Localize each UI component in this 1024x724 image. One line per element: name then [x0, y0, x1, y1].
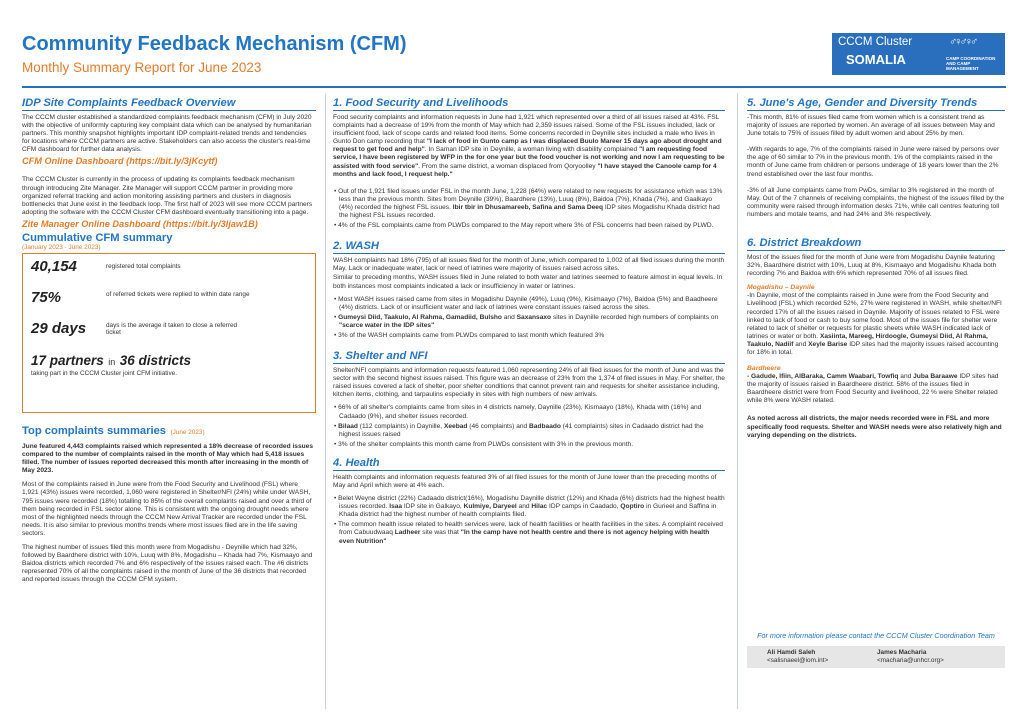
- column-divider: [325, 93, 326, 709]
- stat-districts-value: 36 districts: [119, 352, 192, 368]
- bullet-text: 3% of the shelter complaints this month came from PLWDs consistent with 3% in the previous month.: [338, 440, 634, 448]
- health-heading: 4. Health: [333, 457, 725, 471]
- bullet-text: The common health issue related to health services were, lack of health facilities or health facilities in the sites. A complaint received from Cabuudwaaq: [338, 521, 723, 537]
- bullet-text: (112 complaints) in Daynille,: [359, 422, 443, 430]
- page-title: Community Feedback Mechanism (CFM): [22, 33, 407, 55]
- middle-column: [333, 93, 725, 548]
- contact-bar: [747, 646, 1005, 668]
- health-bullet: • Belet Weyne district (22%) Cadaado district(16%), Mogadishu Daynille district (12%) and Khada (6%) districts had the highest health issues recorded. Isaa IDP site in Galkayo, Kulmiye, Daryeel and Hilac IDP camps in Caadado, Qoptiro in Gurieel and Saffina in Khada district had the highest number of health complaints filed.: [334, 495, 725, 519]
- district-heading: 6. District Breakdown: [747, 237, 1005, 251]
- contact-name: James Macharia: [877, 649, 927, 656]
- left-column: [22, 93, 316, 589]
- bullet-text: in Gurieel and Saffina in Khada district had the highest number of health complaints filed.: [339, 503, 717, 519]
- cccm-logo: [832, 33, 1005, 75]
- contact-james: [877, 649, 944, 664]
- stat-value: 40,154: [31, 257, 77, 275]
- shelter-bullet: • 66% of all shelter's complaints came from sites in 4 districts namely, Daynille (23%), Kismaayo (18%), Khada with (16%) and Cadaado (9%), and shelter issues recorded.: [334, 404, 702, 420]
- bullet-text: Out of the 1,921 filed issues under FSL in the month June, 1,228 (64%) were related to new requests for assistance which was 13% less than the previous month. Sites from Deynille (39%), Baardhere (13%), Luuq (8%), Baidoa (7%), Khada (7%), and Gaalkayo (4%) recorded the highest FSL issues.: [338, 187, 723, 211]
- baar-text: IDP sites had the majority of issues raised in Baardheere district. 58% of the issues filed in Baardheere district were from Food Security and livelihood, 22 % were Shelter related while 8% were WASH related.: [747, 373, 999, 405]
- fsl-paragraph: [333, 114, 725, 179]
- fsl-text: . In Saman IDP site in Deynille, a woman living with disability complained: [424, 146, 638, 154]
- stat-days: [31, 319, 238, 338]
- fsl-quote: "I lack of food in Gunto camp as I was displaced Buulo Mareer 15 days ago about drought and request to get food and help": [333, 138, 722, 154]
- bullet-text: IDP sites Mogadishu Khada district had the highest FSL issues recorded.: [339, 203, 720, 220]
- bullet-bold: Xeebad: [443, 422, 468, 430]
- bullet-text: site was that: [422, 529, 459, 537]
- bullet-text: IDP camps in Caadado,: [549, 503, 619, 511]
- wash-paragraph: Similar to preceding months, WASH issues filed in June related to both water and latrines seemed to feature almost in equal levels. In both instances most complaints indicated a lack or insufficiency in water or latrines.: [333, 274, 723, 290]
- age-gender-heading: 5. June's Age, Gender and Diversity Trends: [747, 97, 1005, 111]
- top-summary-districts: The highest number of issues filed this month were from Mogadishu - Deynille which had 32%, followed by Baardhere district with 10%, Luuq with 8%, Mogadishu – Khada had 7%, Kismaayo and Baidoa districts which recorded 7% and 6% respectively of the issues raised each. The #6 districts represented 70% of all the complaints raised in the month of June of the 36 districts that recorded and reported issues through the CCCM CFM system.: [22, 543, 313, 584]
- logo-org-name: CCCM Cluster: [838, 36, 913, 48]
- baar-text: and: [900, 373, 912, 381]
- fsl-bullet: • 4% of the FSL complaints came from PLWDs compared to the May report where 3% of FSL concerns had been raised by PLWD.: [334, 222, 714, 230]
- stat-desc: of referred tickets were replied to within date range: [106, 290, 250, 298]
- bullet-text: (41 complaints) sites in Cadaado district had the highest issues raised: [339, 422, 704, 438]
- bullet-text: IDP site in Galkayo,: [403, 503, 462, 511]
- contact-section: [747, 631, 1005, 668]
- bullet-text: and: [503, 313, 515, 321]
- fsl-text: . From the same district, a woman displaced from Qoryoolley: [418, 162, 596, 170]
- overview-heading: IDP Site Complaints Feedback Overview: [22, 97, 316, 111]
- wash-bullet: • Gumeysi Diid, Taakulo, Al Rahma, Gamadiid, Bulsho and Saxansaxo sites in Daynille recorded high numbers of complaints on "scarce water in the IDP sites": [334, 313, 719, 329]
- people-icon: ♂♀♂♀♂: [949, 36, 976, 48]
- mogadishu-paragraph: [747, 292, 1005, 357]
- bullet-bold: Hilac: [531, 503, 548, 511]
- bullet-text: 4% of the FSL complaints came from PLWDs compared to the May report where 3% of FSL concerns had been raised by PLWD.: [338, 222, 714, 230]
- bullet-text: sites in Daynille recorded high numbers of complaints on: [552, 313, 719, 321]
- mog-text: and: [795, 340, 807, 348]
- top-summary-bold: June featured 4,443 complaints raised which represented a 18% decrease of recorded issues compared to the number of complaints raised in the month of May which had 5,418 issues filled. The number of issues reported decreased this month after increasing in the month of May 2023.: [22, 442, 313, 475]
- cumulative-stats-box: [22, 253, 316, 413]
- shelter-paragraph: Shelter/NFI complaints and information requests featured 1,060 representing 24% of all filed issues for the month of June and was the sector with the second highest issues raised. This figure was an decrease of 23% from the 1,374 of filed issues in May. For shelter, the raised issues covered a lack of shelter, poor shelter conditions that cannot prevent rain and requests for shelter assistance including, kitchen items, clothing, and tarpaulins especially in sites with high numbers of new arrivals.: [333, 367, 725, 399]
- bullet-text: and: [518, 503, 530, 511]
- logo-subtitle: CAMP COORDINATION AND CAMP MANAGEMENT: [946, 56, 996, 71]
- wash-paragraph: WASH complaints had 18% (795) of all issues filed for the month of June, which compared to 1,002 of all filed issues during the month May. Lack or inadequate water, lack or need of latrines were majority of issues raised across sites.: [333, 257, 725, 273]
- mog-text: -In Daynile, most of the complaints raised in June were from the Food Security and Livelihood (FSL) which recorded 52%, 27% were registered in WASH, while shelter/NFI recorded 17% of all the issues raised in Daynile. Majority of issues related to FSL were linked to lack of food or cash to buy some food. Most of the issues file for shelter were related to lack of shelter or requests for plastic sheets while WASH indicated lack of latrines or water or both.: [747, 292, 1002, 340]
- bullet-bold: Saxansaxo: [516, 313, 552, 321]
- stat-in: in: [108, 356, 116, 367]
- bullet-text: Belet Weyne district (22%) Cadaado district(16%), Mogadishu Daynille district (12%) and Khada (6%) districts had the highest health issues recorded.: [338, 495, 725, 511]
- age-paragraph: -3% of all June complaints came from PwDs, similar to 3% registered in the month of May. Out of the 7 channels of receiving complaints, the highest of the issues filled by the community were raised through information desks 71%, while call centres featuring toll numbers and motale teams, and had 24% and 3% respectively.: [747, 186, 1005, 218]
- bullet-text: Most WASH issues raised came from sites in Mogadishu Daynile (49%), Luuq (9%), Kisimaayo (7%), Baidoa (5%) and Baadheere (4%) districts. Lack of or insufficient water and lack of latrines were constant issues raised across the sites.: [338, 295, 718, 311]
- cumulative-range: (January 2023 - June 2023): [22, 243, 101, 251]
- stat-total-complaints: [31, 257, 181, 276]
- fsl-bullet: • Out of the 1,921 filed issues under FSL in the month June, 1,228 (64%) were related to new requests for assistance which was 13% less than the previous month. Sites from Deynille (39%), Baardhere (13%), Luuq (8%), Baidoa (7%), Khada (7%), and Gaalkayo (4%) recorded the highest FSL issues. Ibir tbir in Dhusamareeb, Safina and Sama Deeq IDP sites Mogadishu Khada district had the highest FSL issues recorded.: [334, 187, 723, 220]
- stat-partners: [31, 352, 301, 377]
- contact-email[interactable]: <salisnaeel@iom.int>: [767, 656, 829, 664]
- bullet-bold: Ladheer: [394, 529, 421, 537]
- stat-value: 29 days: [31, 319, 87, 337]
- page-subtitle: Monthly Summary Report for June 2023: [22, 60, 262, 75]
- fsl-heading: 1. Food Security and Livelihoods: [333, 97, 725, 111]
- bullet-bold: Kulmiye, Daryeel: [463, 503, 517, 511]
- fsl-quote: "I am requesting food service, I have been registered by WFP in the for one year but the food voucher is not working and now I am requesting to be assisted with food service": [333, 146, 725, 170]
- overview-paragraph: The CCCM cluster established a standardized complaints feedback mechanism (CFM) in July 2020 with the objective of uniformly capturing key complaint data which can be analysed by humanitarian partners. This monthly snapshot highlights important IDP complaint-related trends and tendencies for locations where CCCM partners are active. Stakeholders can also access the cluster's real-time CFM dashboard for further data analysis.: [22, 114, 312, 154]
- wash-heading: 2. WASH: [333, 240, 725, 254]
- age-paragraph: -With regards to age, 7% of the complaints raised in June were raised by persons over the age of 60 similar to 7% in the previous month. 1% of the complaints raised in the month of June came from children or persons underage of 18 years lower than the 2% trend established over the last four months.: [747, 146, 1000, 178]
- bullet-text: (46 complaints) and: [469, 422, 528, 430]
- top-complaints-heading: Top complaints summaries: [22, 424, 167, 437]
- contact-name: Ali Hamdi Saleh: [767, 649, 816, 656]
- fsl-quote: "I have stayed the Canoole camp for 4 months and lack food, I request help.": [333, 162, 717, 178]
- stat-partners-value: 17 partners: [31, 352, 104, 368]
- stat-value: 75%: [31, 288, 62, 306]
- header-divider: [22, 86, 1006, 88]
- contact-email[interactable]: <macharia@unhcr.org>: [877, 656, 944, 664]
- health-paragraph: Health complaints and information requests featured 3% of all filed issues for the month of June lower than the preceding months of May and April which were at 4% each.: [333, 473, 717, 489]
- conclusion-paragraph: As noted across all districts, the major needs recorded were in FSL and more specifically food requests. Shelter and WASH needs were also relatively high and varying depending on the districts.: [747, 415, 1002, 439]
- health-bullet: • The common health issue related to health services were, lack of health facilities or health facilities in the sites. A complaint received from Cabuudwaaq Ladheer site was that "In the camp have not health centre and there is not agency helping with health even Nutrition": [334, 521, 723, 545]
- bullet-bold: Isaa: [389, 503, 403, 511]
- cfm-dashboard-link[interactable]: CFM Online Dashboard (https://bit.ly/3jKcytf): [22, 156, 218, 167]
- bullet-bold: Badbaado: [529, 422, 561, 430]
- right-column: [747, 93, 1005, 445]
- shelter-bullet: • Bilaad (112 complaints) in Daynille, Xeebad (46 complaints) and Badbaado (41 complaints) sites in Cadaado district had the highest issues raised: [334, 422, 704, 438]
- fsl-text: Food security complaints and information requests in June had 1,921 which represented over a third of all issues raised at 43%. FSL complaints had a decrease of 19% from the month of May which had 2,359 issues raised. Some of the FSL issues included, lack or insufficient food, lack of scope cards and related food items. Some concerns recorded in Deynille sites included a male who lives in Gunto Don camp recording that: [333, 114, 720, 146]
- contact-note: For more information please contact the CCCM Cluster Coordination Team: [757, 631, 995, 640]
- mog-bold: Xasiinta, Mareeg, Hirdoogle, Gumeysi Diid, Al Rahma, Taakulo, Nadiif: [747, 332, 988, 348]
- stat-partners-desc: taking part in the CCCM Cluster joint CFM initiative.: [31, 369, 177, 377]
- contact-ali: [767, 649, 828, 664]
- cumulative-heading: Cummulative CFM summary: [22, 231, 173, 244]
- bullet-bold: Ibir tbir in Dhusamareeb, Safina and Sama Deeq: [452, 203, 603, 211]
- mog-bold: Xeyle Barise: [808, 340, 848, 348]
- zite-dashboard-link[interactable]: Zite Manager Online Dashboard (https://bit.ly/3Ijaw1B): [22, 218, 258, 229]
- wash-bullet: • Most WASH issues raised came from sites in Mogadishu Daynile (49%), Luuq (9%), Kisimaayo (7%), Baidoa (5%) and Baadheere (4%) districts. Lack of or insufficient water and lack of latrines were constant issues raised across the sites.: [334, 295, 718, 311]
- bullet-bold: Gumeysi Diid, Taakulo, Al Rahma, Gamadiid, Bulsho: [338, 313, 502, 321]
- baar-bold: Juba Baraawe: [913, 373, 958, 381]
- age-paragraph: -This month, 81% of issues filed came from women which is a consistent trend as majority of issues are reported by women. An average of all issues between May and June totals to 75% of issues filled by adult women and about 25% by men.: [747, 114, 995, 138]
- bullet-bold: Qoptiro: [620, 503, 645, 511]
- logo-country: SOMALIA: [846, 52, 906, 67]
- bullet-bold: "scarce water in the IDP sites": [339, 321, 435, 329]
- stat-replied: [31, 288, 250, 307]
- shelter-heading: 3. Shelter and NFI: [333, 350, 725, 364]
- shelter-bullet: • 3% of the shelter complaints this month came from PLWDs consistent with 3% in the previous month.: [334, 440, 634, 448]
- district-paragraph: Most of the issues filed for the month of June were from Mogadishu Daynile featuring 32%, Baardhere district with 10%, Luuq at 8%, Kismaayo and Mogadishu Khada both recording 7% and Baidoa with 6% which represented 70% of all issues filed.: [747, 254, 997, 278]
- top-summary-paragraph: Most of the complaints raised in June were from the Food Security and Livelihood (FSL) where 1,921 (43%) issues were recorded, 1,060 were registered in Shelter/NFI (24%) while under WASH, 795 issues were recorded (18%) totalling to 85% of the overall complaints raised and over a third of them being recorded in FSL sector alone. This is consistent with the ongoing drought needs where most of the highlighted needs through the CCCM New Arrival Tracker are recorded under the FSL needs. It is also similar to previous months trends where most issues filed are in the life saving sectors.: [22, 481, 312, 537]
- mog-text: IDP sites had the majority issues raised accounting for 18% in total.: [747, 340, 999, 356]
- bullet-text: 66% of all shelter's complaints came from sites in 4 districts namely, Daynille (23%), Kismaayo (18%), Khada with (16%) and Cadaado (9%), and shelter issues recorded.: [338, 404, 702, 420]
- baar-bold: - Gadude, Ifiin, AlBaraka, Camm Waabari, Towfiq: [747, 373, 899, 381]
- bullet-bold: "In the camp have not health centre and there is not agency helping with health even Nutrition": [339, 529, 710, 545]
- bardheere-heading: Bardheere: [747, 365, 781, 373]
- wash-bullet: • 3% of the WASH complaints came from PLWDs compared to last month which featured 3%: [334, 331, 605, 339]
- zite-paragraph: The CCCM Cluster is currently in the process of updating its complaints feedback mechanism through introducing Zite Manager. Zite Manager will support CCCM partner in providing more organized referral tracking and action monitoring assisting partners and clusters in diagnosis bottlenecks that June exist in the feedback loop. The first half of 2023 will see more CCCM partners adopting the software with the CCCM Cluster CFM dashboard eventually transitioning into a page.: [22, 176, 313, 216]
- stat-desc: registered total complaints: [106, 262, 181, 270]
- bullet-text: 3% of the WASH complaints came from PLWDs compared to last month which featured 3%: [338, 331, 605, 339]
- stat-desc: days is the average it taken to close a referred ticket: [106, 321, 238, 337]
- mogadishu-heading: Mogadishu – Daynile: [747, 284, 815, 292]
- bullet-bold: Bilaad: [338, 422, 358, 430]
- column-divider: [737, 93, 738, 709]
- bardheere-paragraph: [747, 373, 1005, 405]
- top-complaints-range: (June 2023): [170, 428, 205, 436]
